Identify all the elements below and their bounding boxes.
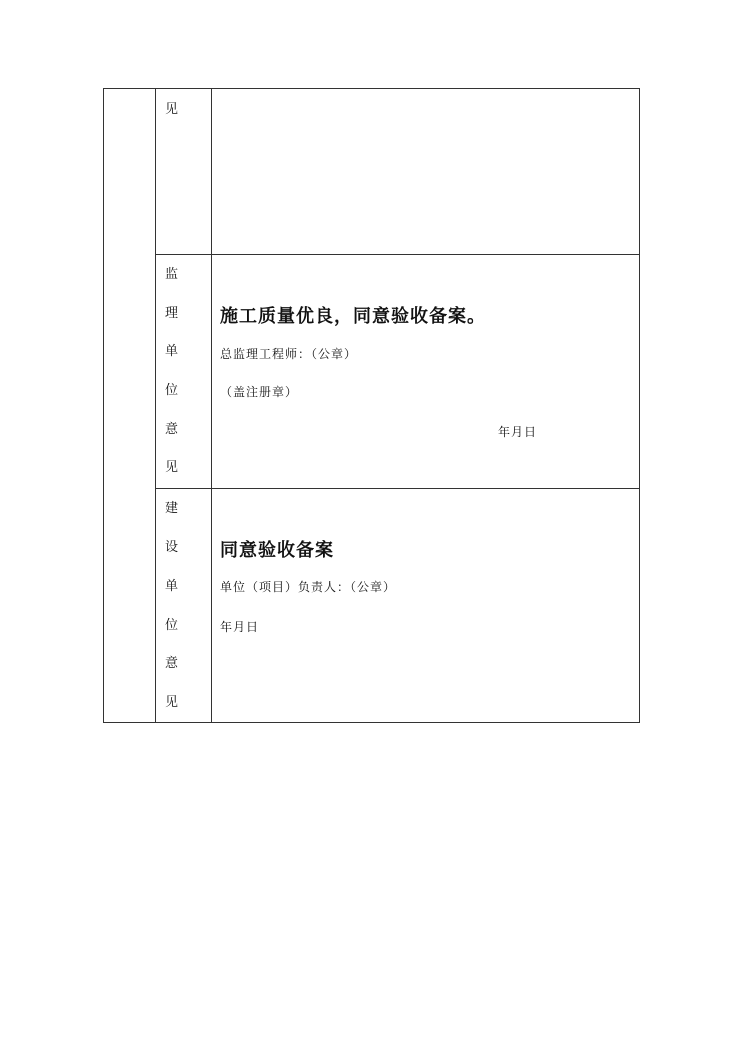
supervision-label <box>156 255 212 488</box>
label-char: 意 <box>165 422 179 437</box>
label-char: 见 <box>165 695 179 710</box>
owner-person-line: 单位（项目）负责人：（公章） <box>220 580 397 594</box>
blank-left-column <box>104 89 156 722</box>
previous-opinion-label <box>156 89 212 254</box>
label-char: 意 <box>165 656 179 671</box>
previous-opinion-row <box>156 89 639 255</box>
label-char: 见 <box>165 460 179 475</box>
supervision-opinion-row <box>156 255 639 489</box>
label-char: 理 <box>165 306 179 321</box>
label-char: 位 <box>165 618 179 633</box>
previous-opinion-content <box>212 89 639 254</box>
supervision-date: 年月日 <box>498 425 538 439</box>
owner-opinion-text: 同意验收备案 <box>220 540 334 561</box>
owner-date: 年月日 <box>220 620 260 634</box>
label-char: 设 <box>165 540 179 555</box>
owner-label <box>156 489 212 722</box>
chief-engineer-line: 总监理工程师：（公章） <box>220 347 358 361</box>
label-char: 位 <box>165 383 179 398</box>
owner-opinion-row <box>156 489 639 722</box>
label-char: 监 <box>165 267 179 282</box>
registration-stamp-note: （盖注册章） <box>220 385 299 399</box>
label-char: 见 <box>165 102 179 117</box>
label-char: 建 <box>165 501 179 516</box>
supervision-content <box>212 255 639 488</box>
owner-content <box>212 489 639 722</box>
label-char: 单 <box>165 579 179 594</box>
label-char: 单 <box>165 344 179 359</box>
supervision-opinion-text: 施工质量优良，同意验收备案。 <box>220 306 486 327</box>
acceptance-form-table <box>103 88 640 723</box>
